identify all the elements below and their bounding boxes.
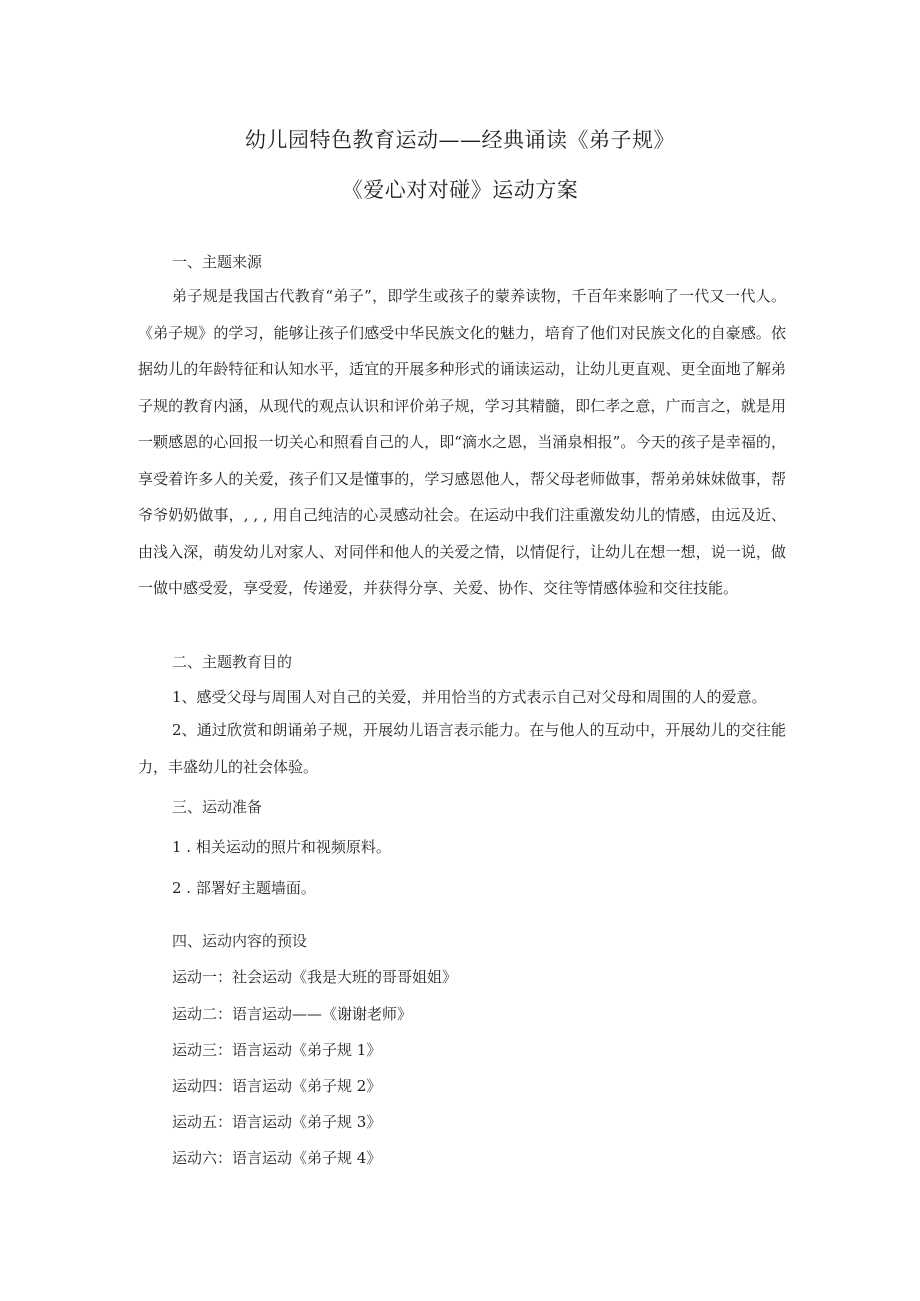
document-subtitle: 《爱心对对碰》运动方案 (341, 178, 579, 202)
document-title: 幼儿园特色教育运动——经典诵读《弟子规》 (245, 128, 675, 152)
section-heading-objectives: 二、主题教育目的 (172, 653, 293, 671)
section-heading-preparation: 三、运动准备 (172, 798, 263, 816)
topic-source-paragraph: 弟子规是我国古代教育“弟子”，即学生或孩子的蒙养读物，千百年来影响了一代又一代人。《弟子规》的学习，能够让孩子们感受中华民族文化的魅力，培育了他们对民族文化的自豪感。依据幼儿的年龄特征和认知水平，适宜的开展多种形式的诵读运动，让幼儿更直观、更全面地了解弟子规的教育内涵，从现代的观点认识和评价弟子规，学习其精髓，即仁孝之意，广而言之，就是用一颗感恩的心回报一切关心和照看自己的人，即“滴水之恩，当涌泉相报”。今天的孩子是幸福的，享受着许多人的关爱，孩子们又是懂事的，学习感恩他人，帮父母老师做事，帮弟弟妹妹做事，帮爷爷奶奶做事，, , , 用自己纯洁的心灵感动社会。在运动中我们注重激发幼儿的情感，由远及近、由浅入深，萌发幼儿对家人、对同伴和他人的关爱之情，以情促行，让幼儿在想一想，说一说，做一做中感受爱，享受爱，传递爱，并获得分享、关爱、协作、交往等情感体验和交往技能。 (138, 287, 786, 597)
section-heading-activity-plan: 四、运动内容的预设 (172, 932, 308, 950)
section-heading-topic-source: 一、主题来源 (172, 253, 263, 271)
activity-item: 运动四：语言运动《弟子规 2》 (172, 1077, 382, 1095)
objective-item-2: 2、通过欣赏和朗诵弟子规，开展幼儿语言表示能力。在与他人的互动中，开展幼儿的交往能力，丰盛幼儿的社会体验。 (138, 721, 786, 776)
activity-item: 运动六：语言运动《弟子规 4》 (172, 1149, 382, 1167)
activity-item: 运动一：社会运动《我是大班的哥哥姐姐》 (172, 968, 458, 986)
activity-item: 运动三：语言运动《弟子规 1》 (172, 1041, 382, 1059)
activity-item: 运动五：语言运动《弟子规 3》 (172, 1113, 382, 1131)
preparation-item-2: 2 . 部署好主题墙面。 (172, 879, 316, 897)
activity-item: 运动二：语言运动——《谢谢老师》 (172, 1005, 413, 1023)
objective-item-1: 1、感受父母与周围人对自己的关爱，并用恰当的方式表示自己对父母和周围的人的爱意。 (172, 688, 767, 706)
preparation-item-1: 1 . 相关运动的照片和视频原料。 (172, 838, 391, 856)
